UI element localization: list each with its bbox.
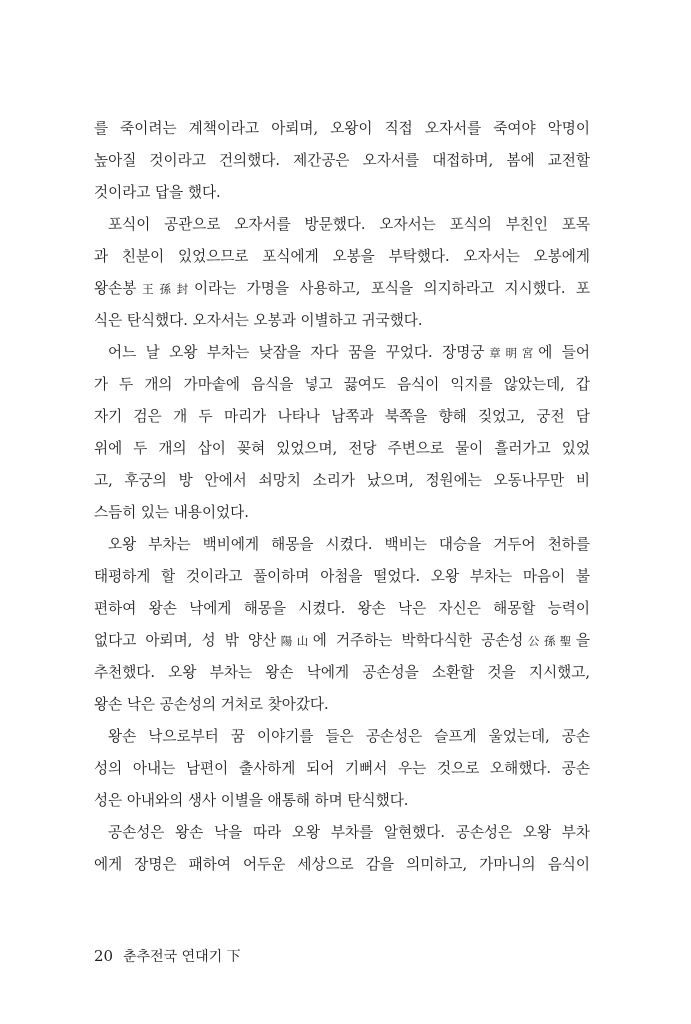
text-segment: 없다고 아뢰며, 성 밖 양산 <box>94 632 277 649</box>
text-line: 것이라고 답을 했다. <box>94 184 221 201</box>
text-segment: 어느 날 오왕 부차는 낮잠을 자다 꿈을 꾸었다. 장명궁 <box>108 344 485 361</box>
text-line: 위에 두 개의 삽이 꽂혀 있었으며, 전당 주변으로 물이 흘러가고 있었 <box>94 440 590 457</box>
text-line <box>94 631 590 651</box>
text-line: 를 죽이려는 계책이라고 아뢰며, 오왕이 직접 오자서를 죽여야 악명이 <box>94 120 590 137</box>
page-number: 20 <box>94 947 114 965</box>
hanja-annotation: 章明宮 <box>484 346 539 360</box>
text-segment: 에 거주하는 박학다식한 공손성 <box>312 632 524 649</box>
text-line: 식은 탄식했다. 오자서는 오봉과 이별하고 귀국했다. <box>94 312 423 329</box>
text-line: 자기 검은 개 두 마리가 나타나 남쪽과 북쪽을 향해 짖었고, 궁전 담 <box>94 408 590 425</box>
hanja-annotation: 王孫封 <box>136 282 194 296</box>
running-title: 춘추전국 연대기 下 <box>123 949 241 965</box>
hanja-annotation: 陽山 <box>276 634 313 648</box>
text-line: 성은 아내와의 생사 이별을 애통해 하며 탄식했다. <box>94 792 409 809</box>
text-line: 스듬히 있는 내용이었다. <box>94 504 249 521</box>
text-line: 가 두 개의 가마솥에 음식을 넣고 끓여도 음식이 익지를 않았는데, 갑 <box>94 376 590 393</box>
paragraph-first-line: 왕손 낙으로부터 꿈 이야기를 들은 공손성은 슬프게 울었는데, 공손 <box>108 728 590 745</box>
paragraph-first-line <box>108 343 590 363</box>
paragraph-first-line: 포식이 공관으로 오자서를 방문했다. 오자서는 포식의 부친인 포목 <box>108 216 590 233</box>
text-line: 에게 장명은 패하여 어두운 세상으로 감을 의미하고, 가마니의 음식이 <box>94 856 590 873</box>
text-segment: 왕손봉 <box>94 280 137 297</box>
text-line <box>94 279 590 299</box>
text-line: 높아질 것이라고 건의했다. 제간공은 오자서를 대접하며, 봄에 교전할 <box>94 152 590 169</box>
text-segment: 에 들어 <box>538 344 590 361</box>
hanja-annotation: 公孫聖 <box>523 634 576 648</box>
text-line: 고, 후궁의 방 안에서 쇠망치 소리가 났으며, 정원에는 오동나무만 비 <box>94 472 590 489</box>
text-line: 왕손 낙은 공손성의 거처로 찾아갔다. <box>94 696 329 713</box>
text-segment: 을 <box>575 632 590 649</box>
paragraph-first-line: 공손성은 왕손 낙을 따라 오왕 부차를 알현했다. 공손성은 오왕 부차 <box>108 824 590 841</box>
text-line: 태평하게 할 것이라고 풀이하며 아첨을 떨었다. 오왕 부차는 마음이 불 <box>94 568 590 585</box>
text-line: 편하여 왕손 낙에게 해몽을 시켰다. 왕손 낙은 자신은 해몽할 능력이 <box>94 600 590 617</box>
text-line: 추천했다. 오왕 부차는 왕손 낙에게 공손성을 소환할 것을 지시했고, <box>94 664 590 681</box>
page-footer <box>94 946 241 967</box>
text-line: 성의 아내는 남편이 출사하게 되어 기뻐서 우는 것으로 오해했다. 공손 <box>94 760 590 777</box>
text-segment: 이라는 가명을 사용하고, 포식을 의지하라고 지시했다. 포 <box>193 280 590 297</box>
text-line: 과 친분이 있었으므로 포식에게 오봉을 부탁했다. 오자서는 오봉에게 <box>94 248 590 265</box>
paragraph-first-line: 오왕 부차는 백비에게 해몽을 시켰다. 백비는 대승을 거두어 천하를 <box>108 536 590 553</box>
